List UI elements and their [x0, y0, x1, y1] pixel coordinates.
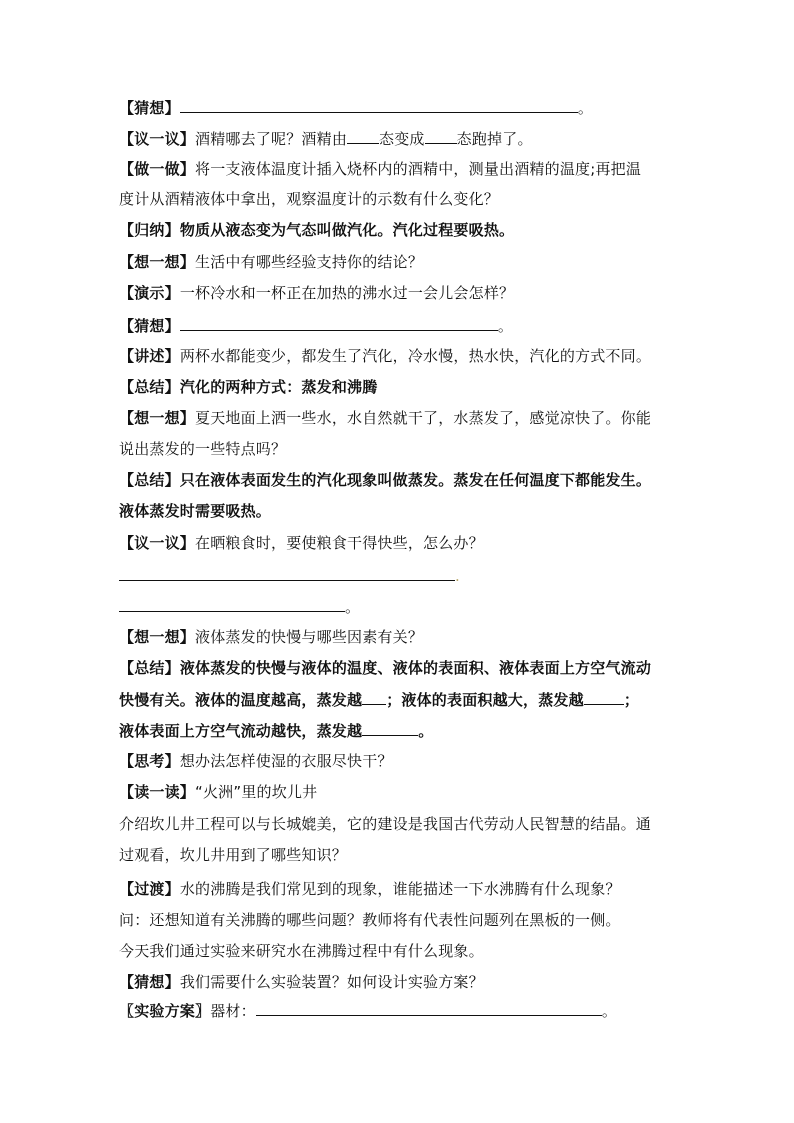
section-tag: 【议一议】	[119, 534, 196, 552]
line-text: 快慢有关。液体的温度越高，蒸发越	[119, 691, 363, 709]
section-tag: 【猜想】	[119, 973, 180, 991]
read-line	[119, 782, 317, 802]
summary-line-1	[119, 220, 514, 240]
section-tag: 【演示】	[119, 284, 180, 302]
section-tag: 【读一读】	[119, 783, 196, 801]
answer-blank	[119, 565, 455, 581]
summary-line-3b	[119, 501, 271, 521]
line-text: 汽化的两种方式：蒸发和沸腾	[179, 378, 378, 396]
line-text: 液体蒸发的快慢与液体的温度、液体的表面积、液体表面上方空气流动	[179, 659, 652, 677]
line-text: 两杯水都能变少，都发生了汽化，冷水慢，热水快，汽化的方式不同。	[179, 347, 652, 365]
line-text: 今天我们通过实验来研究水在沸腾过程中有什么现象。	[119, 942, 484, 960]
reflect-line	[119, 751, 393, 771]
line-text: 度计从酒精液体中拿出，观察温度计的示数有什么变化？	[119, 190, 500, 208]
line-end: 。	[497, 317, 514, 335]
line-text: ；液体的表面积越大，蒸发越	[386, 691, 584, 709]
line-text: ；	[623, 691, 640, 709]
line-text: 一杯冷水和一杯正在加热的沸水过一会儿会怎样？	[179, 284, 515, 302]
line-text: 器材：	[210, 1002, 256, 1020]
summary-line-4c	[119, 720, 433, 741]
line-text: 介绍坎儿井工程可以与长城媲美，它的建设是我国古代劳动人民智慧的结晶。通	[119, 815, 652, 833]
question-line	[119, 910, 621, 930]
line-text: 将一支液体温度计插入烧杯内的酒精中，测量出酒精的温度;再把温	[195, 160, 642, 178]
section-tag: 〖实验方案〗	[119, 1002, 211, 1020]
do-line-1	[119, 159, 641, 179]
section-tag: 【归纳】	[119, 221, 180, 239]
answer-blank	[119, 596, 345, 612]
line-text: 只在液体表面发生的汽化现象叫做蒸发。蒸发在任何温度下都能发生。	[179, 471, 652, 489]
summary-line-2	[119, 377, 377, 397]
answer-blank	[180, 97, 578, 113]
line-text: 说出蒸发的一些特点吗？	[119, 440, 287, 458]
guess-line-1	[119, 97, 593, 118]
line-end: 。	[577, 99, 594, 117]
guess-line-3	[119, 972, 484, 992]
answer-line-2	[119, 596, 360, 617]
answer-line-1	[119, 565, 460, 586]
section-tag: 【猜想】	[119, 99, 180, 117]
section-tag: 【想一想】	[119, 409, 196, 427]
plan-line	[119, 1000, 617, 1021]
line-text: 问：还想知道有关沸腾的哪些问题？教师将有代表性问题列在黑板的一侧。	[119, 911, 621, 929]
line-text: 过观看，坎儿井用到了哪些知识？	[119, 846, 348, 864]
line-text: 水的沸腾是我们常见到的现象，谁能描述一下水沸腾有什么现象？	[179, 880, 621, 898]
guess-line-2	[119, 315, 513, 336]
discuss-line-1	[119, 128, 533, 149]
answer-blank	[425, 128, 457, 144]
demo-line	[119, 283, 514, 303]
think-line-3	[119, 627, 423, 647]
section-tag: 【做一做】	[119, 160, 196, 178]
section-tag: 【过渡】	[119, 880, 180, 898]
line-text: “火洲”里的坎儿井	[195, 783, 318, 801]
lecture-line	[119, 346, 651, 366]
summary-line-3	[119, 470, 651, 490]
line-end: .	[455, 567, 460, 585]
intro-line-2	[119, 845, 347, 865]
transition-line	[119, 879, 621, 899]
line-text: 夏天地面上洒一些水，水自然就干了，水蒸发了，感觉凉快了。你能	[195, 409, 652, 427]
answer-blank	[180, 315, 498, 331]
line-text: 态变成	[379, 130, 425, 148]
think-line-2	[119, 408, 651, 428]
section-tag: 【猜想】	[119, 317, 180, 335]
line-text: 液体表面上方空气流动越快，蒸发越	[119, 722, 363, 740]
answer-blank	[362, 689, 386, 705]
answer-blank	[347, 128, 379, 144]
section-tag: 【想一想】	[119, 253, 196, 271]
line-text: 酒精哪去了呢？酒精由	[195, 130, 348, 148]
discuss-line-2	[119, 533, 484, 553]
line-text: 液体蒸发时需要吸热。	[119, 502, 272, 520]
line-text: 物质从液态变为气态叫做汽化。汽化过程要吸热。	[179, 221, 515, 239]
section-tag: 【想一想】	[119, 628, 196, 646]
line-text: 想办法怎样使湿的衣服尽快干？	[179, 752, 393, 770]
section-tag: 【讲述】	[119, 347, 180, 365]
line-end: 。	[345, 598, 361, 616]
answer-blank	[584, 689, 624, 705]
section-tag: 【总结】	[119, 659, 180, 677]
summary-line-4	[119, 658, 651, 678]
line-end: 。	[601, 1002, 618, 1020]
line-text: 态跑掉了。	[456, 130, 533, 148]
line-text: 。	[418, 722, 434, 740]
do-line-2	[119, 189, 499, 209]
summary-line-4b	[119, 689, 639, 710]
think-line-2b	[119, 439, 286, 459]
answer-blank	[362, 720, 418, 736]
line-text: 在晒粮食时，要使粮食干得快些，怎么办？	[195, 534, 484, 552]
think-line-1	[119, 252, 423, 272]
today-line	[119, 941, 484, 961]
answer-blank	[256, 1000, 602, 1016]
section-tag: 【总结】	[119, 378, 180, 396]
section-tag: 【思考】	[119, 752, 180, 770]
section-tag: 【议一议】	[119, 130, 196, 148]
intro-line-1	[119, 814, 651, 834]
line-text: 液体蒸发的快慢与哪些因素有关？	[195, 628, 424, 646]
section-tag: 【总结】	[119, 471, 180, 489]
line-text: 我们需要什么实验装置？如何设计实验方案？	[179, 973, 484, 991]
line-text: 生活中有哪些经验支持你的结论？	[195, 253, 424, 271]
